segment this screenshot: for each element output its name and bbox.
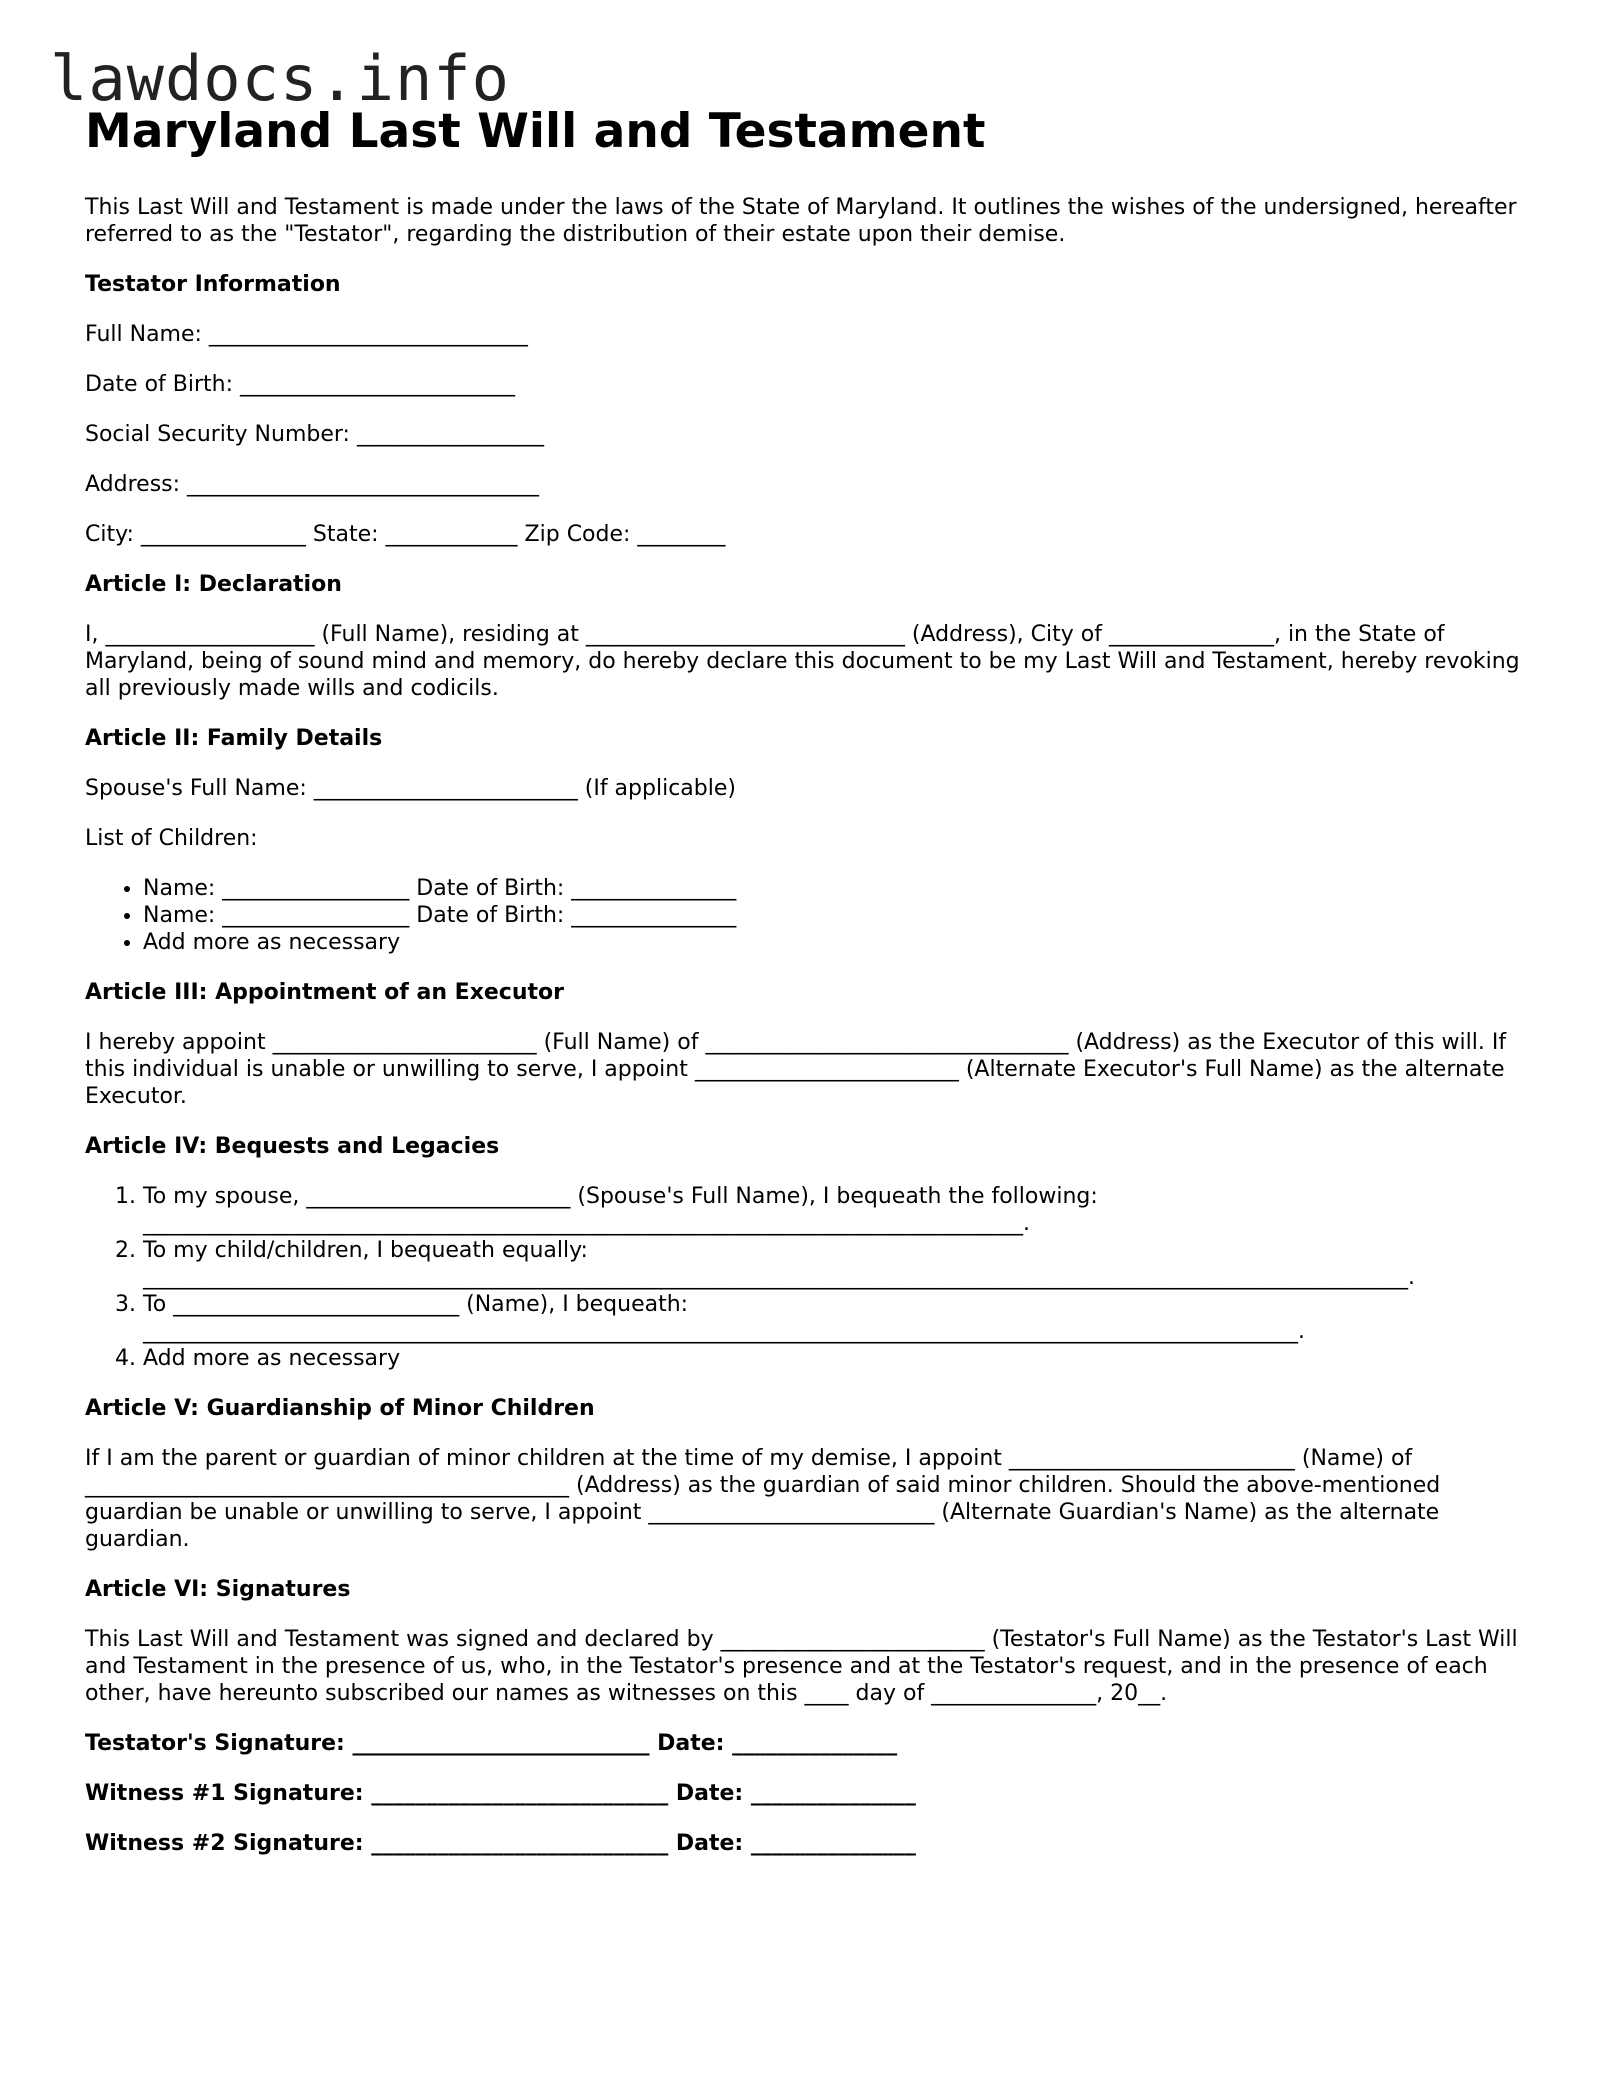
article-6-text: This Last Will and Testament was signed and declared by ________________________ (Testator's Full Name) as the Testator's Last Will and Testament in the presence of us, who, in the Testator's presence and at the Testator's request, and in the presence of each other, have hereunto subscribed our names as witnesses on this ____ day of _______________, 20__. [85,1626,1518,1706]
ssn-field: Social Security Number: _________________ [85,421,544,447]
article-4-heading: Article IV: Bequests and Legacies [85,1133,500,1159]
children-label: List of Children: [85,825,258,851]
site-watermark: lawdocs.info [50,42,510,115]
bequest-blank: ___________________________________________________________________________________________________________________. [143,1264,1415,1290]
address-field: Address: ________________________________ [85,471,540,497]
testator-info-heading: Testator Information [85,271,341,297]
article-6-heading: Article VI: Signatures [85,1576,351,1602]
article-1-heading: Article I: Declaration [85,571,342,597]
article-1-text: I, ___________________ (Full Name), residing at _____________________________ (Address), City of _______________, in the State of Maryland, being of sound mind and memory, do hereby declare this document to be my Last Will and Testament, hereby revoking all previously made wills and codicils. [85,621,1520,701]
bequest-blank: _________________________________________________________________________________________________________. [143,1318,1305,1344]
article-5-heading: Article V: Guardianship of Minor Children [85,1395,595,1421]
document-page [85,106,1540,1857]
list-item: • Name: _________________ Date of Birth: _______________ [143,875,1540,902]
spouse-name-field: Spouse's Full Name: ________________________ (If applicable) [85,775,736,801]
list-item [143,1183,1540,1237]
list-item [143,1291,1540,1345]
full-name-field: Full Name: _____________________________ [85,321,528,347]
witness-1-signature-line: Witness #1 Signature: ___________________________ Date: _______________ [85,1780,916,1806]
article-3-text: I hereby appoint ________________________ (Full Name) of _________________________________ (Address) as the Executor of this will. If this individual is unable or unwilling to serve, I appoint ________________________ (Alternate Executor's Full Name) as the alternate Executor. [85,1029,1507,1109]
list-item [143,1345,1540,1372]
article-5-text: If I am the parent or guardian of minor children at the time of my demise, I appoint __________________________ (Name) of ____________________________________________ (Address) as the guardian of said minor children. Should the above-mentioned guardian be unable or unwilling to serve, I appoint __________________________ (Alternate Guardian's Name) as the alternate guardian. [85,1445,1441,1552]
intro-paragraph: This Last Will and Testament is made under the laws of the State of Maryland. It outlines the wishes of the undersigned, hereafter referred to as the "Testator", regarding the distribution of their estate upon their demise. [85,194,1517,247]
document-title: Maryland Last Will and Testament [85,104,986,159]
testator-signature-line: Testator's Signature: ___________________________ Date: _______________ [85,1730,898,1756]
date-of-birth-field: Date of Birth: _________________________ [85,371,515,397]
list-item: • Add more as necessary [143,929,1540,956]
bequest-text: Add more as necessary [143,1345,401,1371]
article-2-heading: Article II: Family Details [85,725,383,751]
list-item [143,1237,1540,1291]
article-3-heading: Article III: Appointment of an Executor [85,979,564,1005]
children-list [85,875,1540,956]
bequests-list [85,1183,1540,1372]
bequest-text: To my child/children, I bequeath equally: [143,1237,588,1263]
city-state-zip-field: City: _______________ State: ____________ Zip Code: ________ [85,521,726,547]
witness-2-signature-line: Witness #2 Signature: ___________________________ Date: _______________ [85,1830,916,1856]
bequest-text: To __________________________ (Name), I bequeath: [143,1291,689,1317]
bequest-text: To my spouse, ________________________ (Spouse's Full Name), I bequeath the following: [143,1183,1098,1209]
list-item: • Name: _________________ Date of Birth: _______________ [143,902,1540,929]
bequest-blank: ________________________________________________________________________________. [143,1210,1030,1236]
